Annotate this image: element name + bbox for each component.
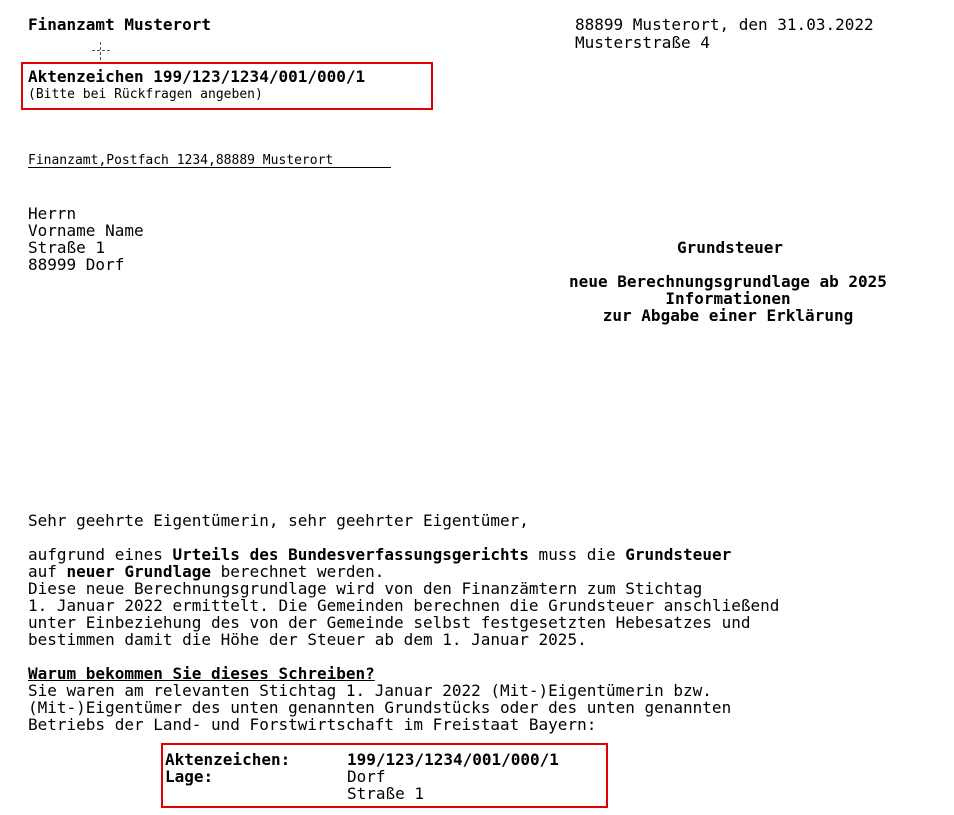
recipient-name: Vorname Name <box>28 221 144 240</box>
sender-street: Musterstraße 4 <box>575 33 710 52</box>
letter-greeting: Sehr geehrte Eigentümerin, sehr geehrter Eigentümer, <box>28 511 529 530</box>
property-location-label: Lage: <box>165 767 214 786</box>
paragraph-2-line-2: (Mit-)Eigentümer des unten genannten Grundstücks oder des unten genannten <box>28 698 732 717</box>
paragraph-2-line-1: Sie waren am relevanten Stichtag 1. Januar 2022 (Mit-)Eigentümerin bzw. <box>28 681 712 700</box>
recipient-salutation: Herrn <box>28 204 77 223</box>
crosshair-cursor-icon <box>92 42 110 60</box>
paragraph-1-line-2: auf neuer Grundlage berechnet werden. <box>28 562 385 581</box>
reference-note: (Bitte bei Rückfragen angeben) <box>28 87 263 102</box>
subject-line-3: zur Abgabe einer Erklärung <box>602 306 854 325</box>
paragraph-1-line-3: Diese neue Berechnungsgrundlage wird von den Finanzämtern zum Stichtag <box>28 579 703 598</box>
subject-line-2: Informationen <box>665 289 791 308</box>
subject-line-1: neue Berechnungsgrundlage ab 2025 <box>569 272 887 291</box>
recipient-city: 88999 Dorf <box>28 255 125 274</box>
property-location-line-2: Straße 1 <box>347 784 425 803</box>
paragraph-1-line-4: 1. Januar 2022 ermittelt. Die Gemeinden berechnen die Grundsteuer anschließend <box>28 596 780 615</box>
sender-place-date: 88899 Musterort, den 31.03.2022 <box>575 15 874 34</box>
return-address: Finanzamt,Postfach 1234,88889 Musterort <box>28 153 334 168</box>
section-heading: Warum bekommen Sie dieses Schreiben? <box>28 664 375 683</box>
subject-title: Grundsteuer <box>677 238 783 257</box>
property-ref-value: 199/123/1234/001/000/1 <box>347 750 559 769</box>
paragraph-1-line-5: unter Einbeziehung des von der Gemeinde selbst festgesetzten Hebesatzes und <box>28 613 751 632</box>
return-address-underline <box>28 167 391 168</box>
sender-office-name: Finanzamt Musterort <box>28 15 212 34</box>
property-location-line-1: Dorf <box>347 767 386 786</box>
paragraph-1-line-6: bestimmen damit die Höhe der Steuer ab dem 1. Januar 2025. <box>28 630 587 649</box>
paragraph-1-line-1: aufgrund eines Urteils des Bundesverfassungsgerichts muss die Grundsteuer <box>28 545 732 564</box>
recipient-street: Straße 1 <box>28 238 106 257</box>
paragraph-2-line-3: Betriebs der Land- und Forstwirtschaft im Freistaat Bayern: <box>28 715 597 734</box>
reference-number: Aktenzeichen 199/123/1234/001/000/1 <box>28 67 366 86</box>
property-ref-label: Aktenzeichen: <box>165 750 291 769</box>
